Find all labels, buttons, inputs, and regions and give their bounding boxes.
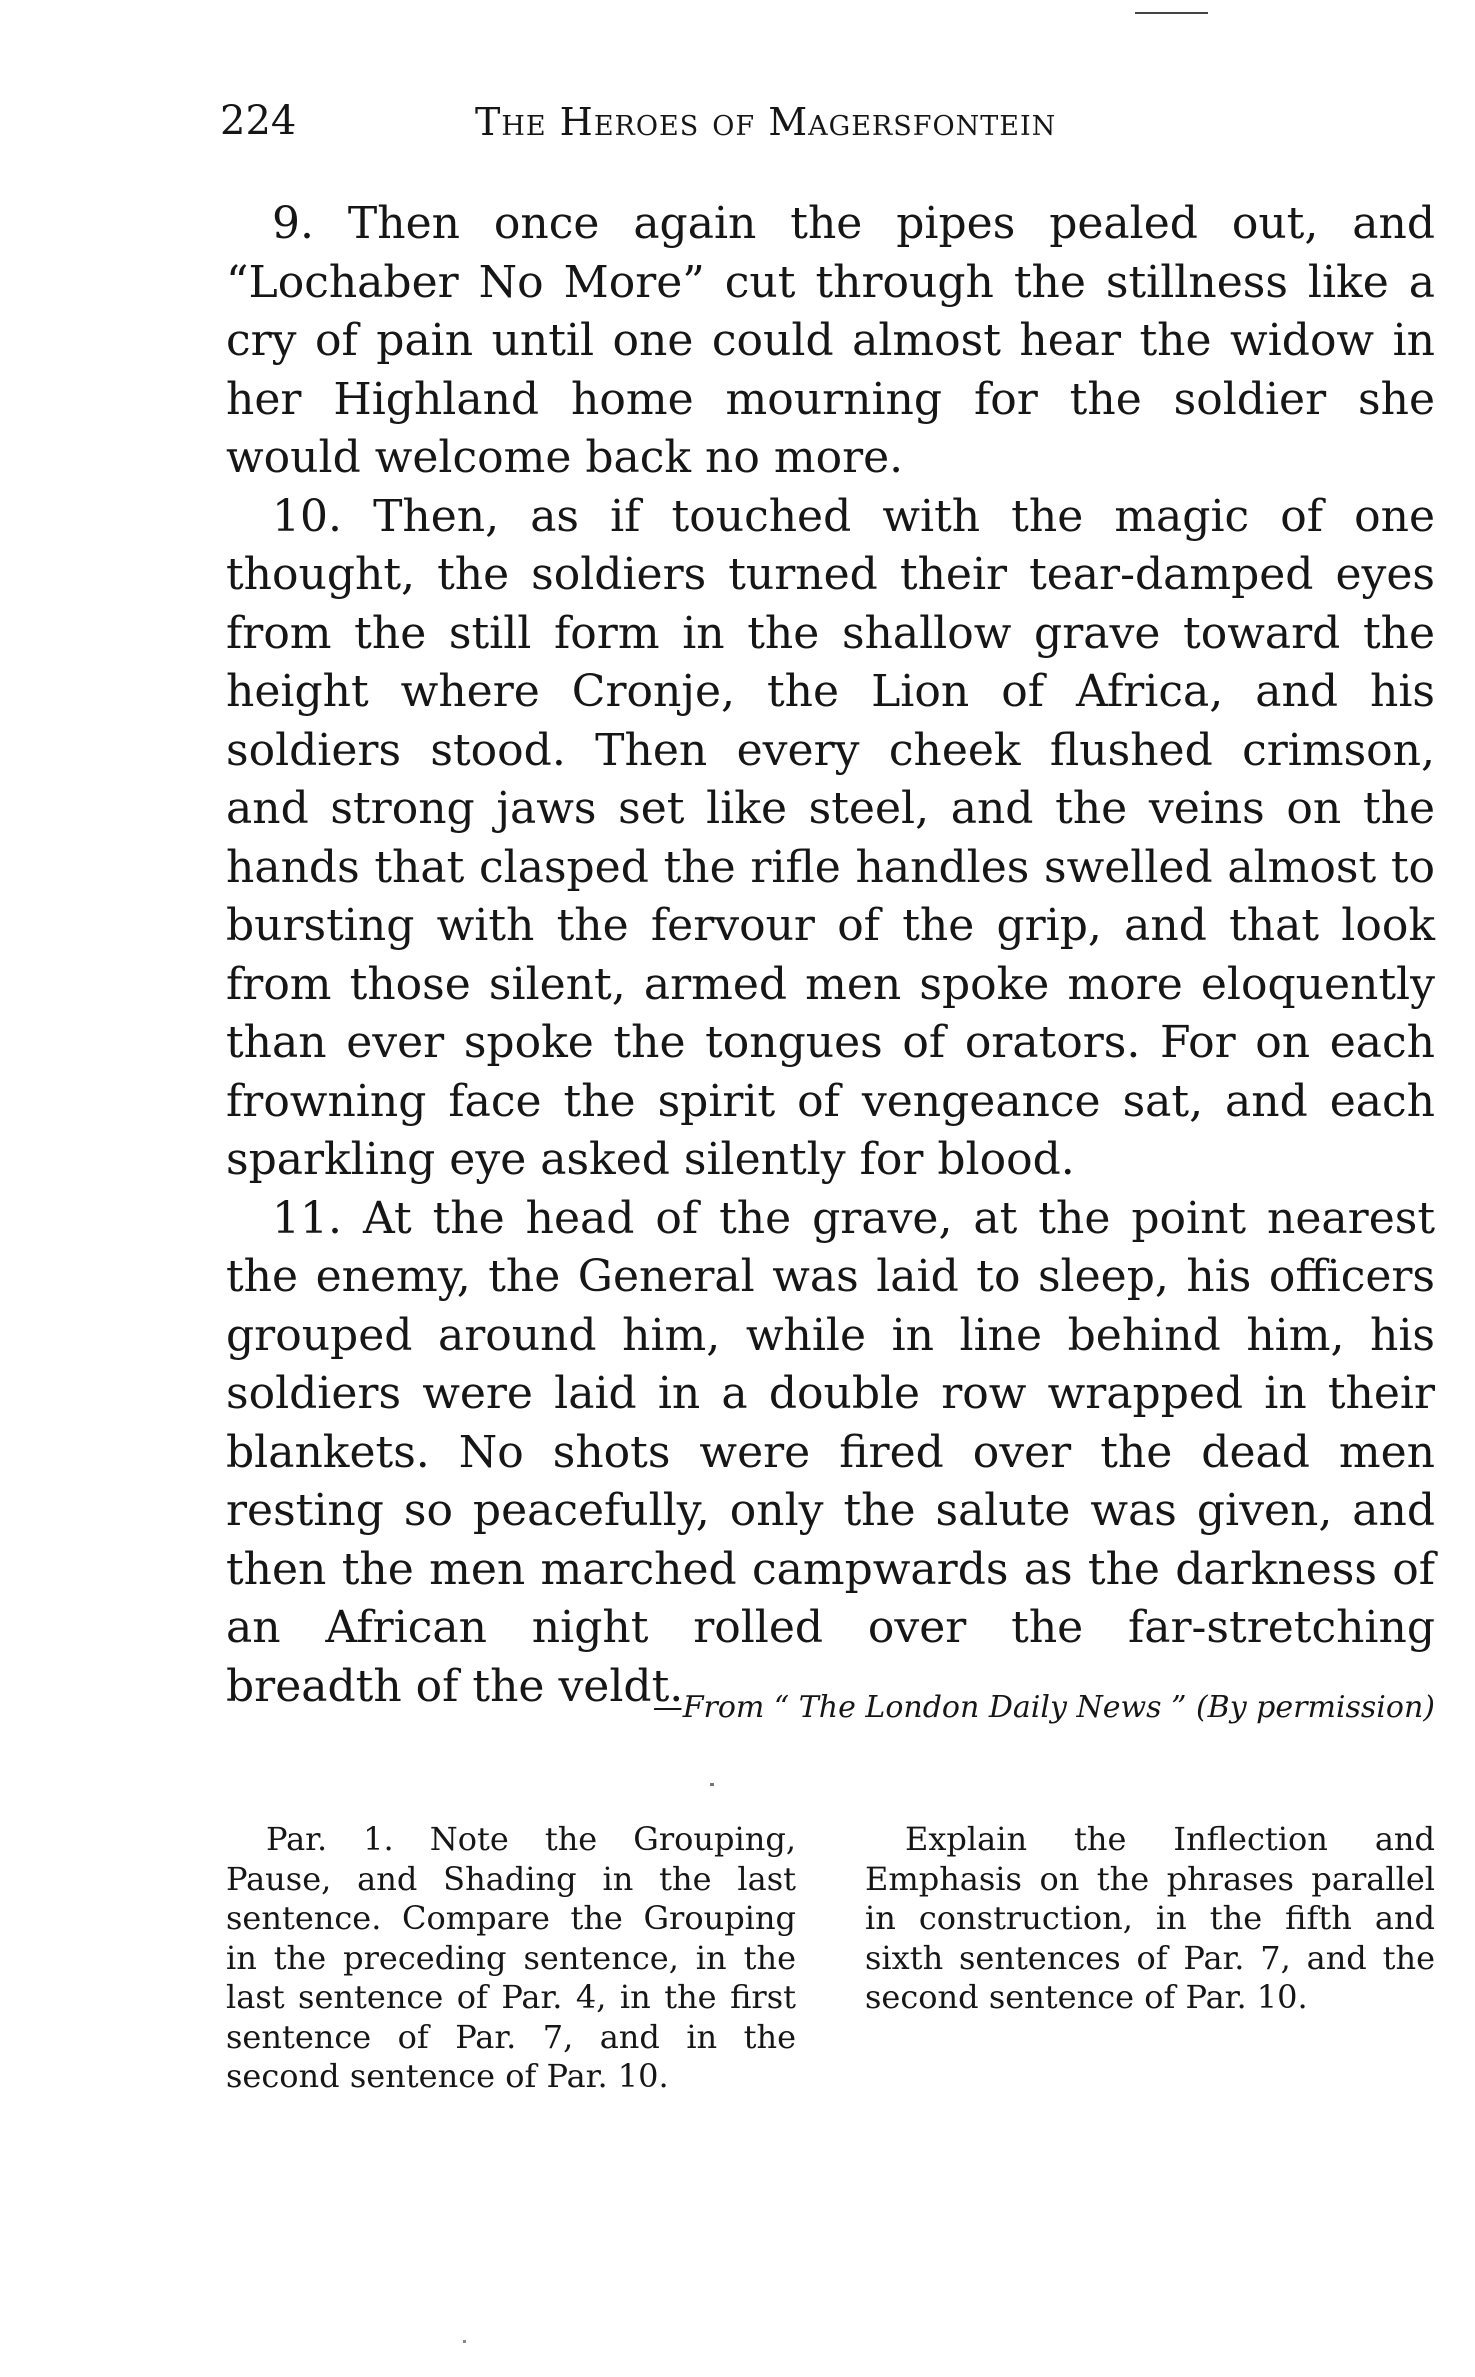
paragraph-11: 11. At the head of the grave, at the point nearest the enemy, the General was laid to sleep, his officers grouped around him, while in line behind him, his soldiers were laid in a double row wrapped in their blankets. No shots were fired over the dead men resting so peacefully, only the salute was given, and then the men marched campwards as the darkness of an African night rolled over the far-stretching breadth of the veldt. xyxy=(226,1192,1435,1712)
body-text xyxy=(226,195,1435,1716)
paragraph-10: 10. Then, as if touched with the magic of one thought, the soldiers turned their tear-damped eyes from the still form in the shallow grave toward the height where Cronje, the Lion of Africa, and his soldiers stood. Then every cheek flushed crimson, and strong jaws set like steel, and the veins on the hands that clasped the rifle handles swelled almost to bursting with the fervour of the grip, and that look from those silent, armed men spoke more eloquently than ever spoke the tongues of orators. For on each frowning face the spirit of vengeance sat, and each sparkling eye asked silently for blood. xyxy=(226,490,1435,1185)
section-divider xyxy=(710,1783,714,1786)
top-rule xyxy=(1135,12,1208,14)
note-left: Par. 1. Note the Grouping, Pause, and Shading in the last sentence. Compare the Grouping in the preceding sentence, in the last sentence of Par. 4, in the first sentence of Par. 7, and in the second sentence of Par. 10. xyxy=(226,1820,796,2095)
print-mark xyxy=(463,2340,466,2343)
source-attribution: —From “ The London Daily News ” (By permission) xyxy=(652,1690,1435,1725)
page-header xyxy=(220,98,1435,158)
page-number: 224 xyxy=(220,98,297,144)
running-title: The Heroes of Magersfontein xyxy=(475,100,1057,144)
note-right: Explain the Inflection and Emphasis on the phrases parallel in construction, in the fifth and sixth sentences of Par. 7, and the second sentence of Par. 10. xyxy=(865,1820,1435,2016)
study-notes xyxy=(226,1820,1435,2097)
paragraph-9: 9. Then once again the pipes pealed out, and “Lochaber No More” cut through the stillness like a cry of pain until one could almost hear the widow in her Highland home mourning for the soldier she would welcome back no more. xyxy=(226,198,1435,483)
